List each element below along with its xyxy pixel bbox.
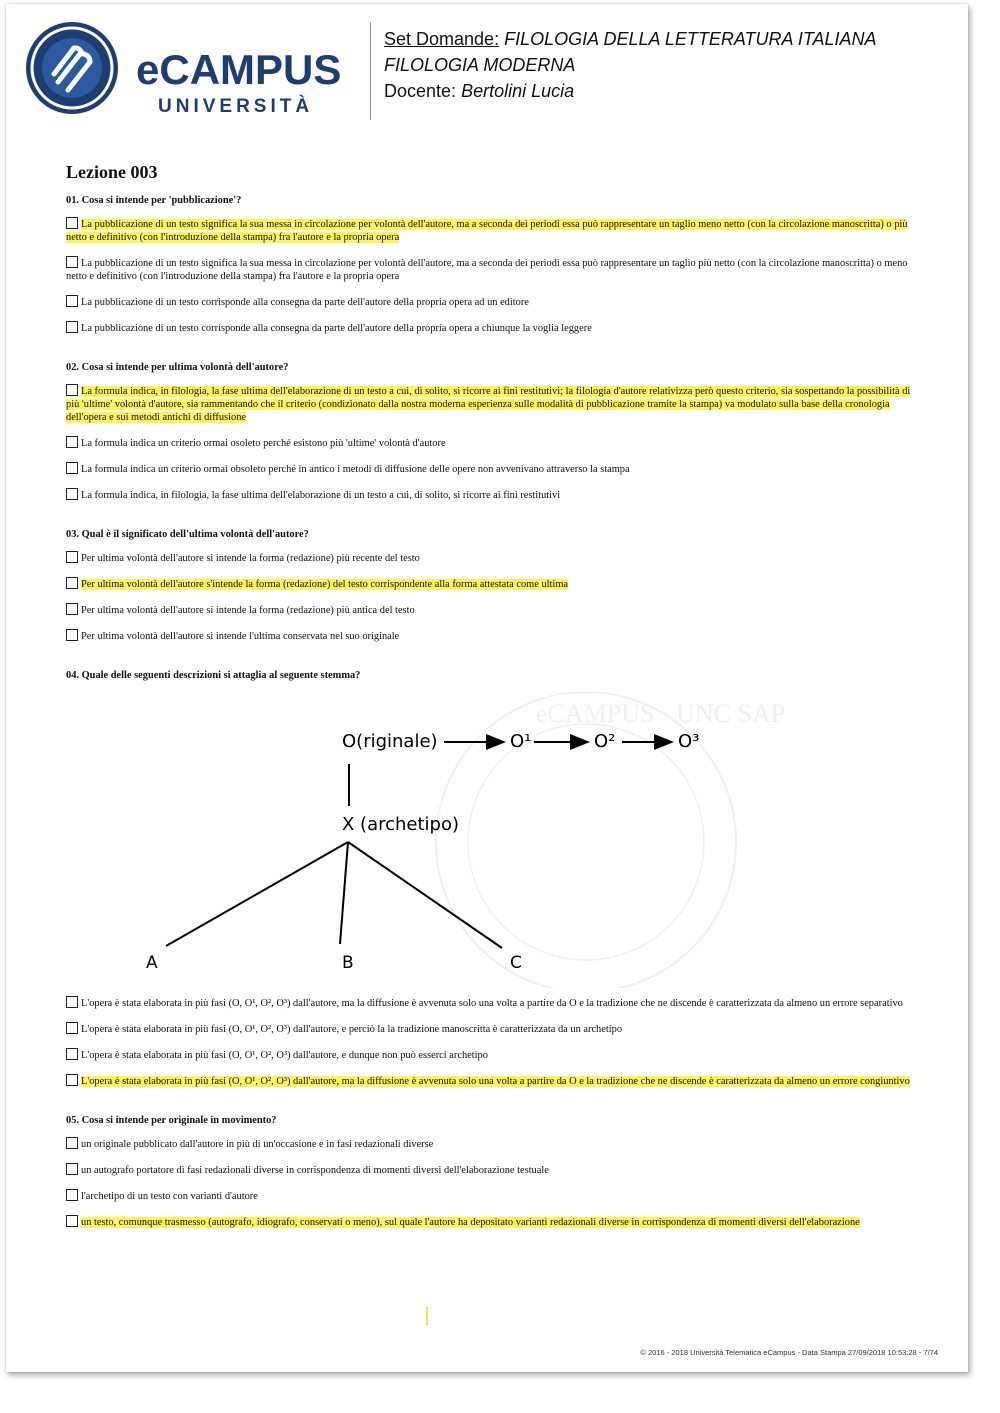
question-list [66, 194, 914, 1241]
checkbox[interactable] [66, 321, 78, 333]
course-name: FILOLOGIA DELLA LETTERATURA ITALIANA [504, 29, 877, 49]
answer-option[interactable] [66, 462, 914, 476]
checkbox[interactable] [66, 551, 78, 563]
answer-text: un autografo portatore di fasi redazionali diverse in corrispondenza di momenti diversi dell'elaborazione testuale [81, 1165, 549, 1176]
answer-text: Per ultima volontà dell'autore si intende la forma (redazione) più antica del testo [81, 605, 415, 616]
checkbox[interactable] [66, 1022, 78, 1034]
watermark-text: eCAMPUS · UNC SAP [536, 699, 786, 728]
answer-option[interactable] [66, 1074, 914, 1088]
answer-text: La pubblicazione di un testo significa la sua messa in circolazione per volontà dell'autore, ma a seconda dei periodi essa può rappresentare un taglio meno netto (con la circolazione manoscritta) o più netto e definitivo (con l'introduzione della stampa) fra l'autore e la propria opera [66, 219, 908, 243]
answer-text: l'archetipo di un testo con varianti d'autore [81, 1191, 258, 1202]
answer-text: La formula indica un criterio ormai osoleto perché esistono più 'ultime' volontà d'autore [81, 438, 446, 449]
teacher-label: Docente: [384, 81, 457, 101]
lesson-title: Lezione 003 [66, 162, 158, 182]
answer-text: La formula indica, in filologia, la fase ultima dell'elaborazione di un testo a cui, di solito, si ricorre ai fini restitutivi [81, 490, 561, 501]
edge-x-c [348, 842, 502, 948]
checkbox[interactable] [66, 996, 78, 1008]
document-page [6, 4, 968, 1372]
node-o2: O² [594, 731, 616, 752]
teacher-name: Bertolini Lucia [461, 81, 575, 101]
answer-option[interactable] [66, 1048, 914, 1062]
answer-option[interactable] [66, 217, 914, 244]
answer-option[interactable] [66, 1022, 914, 1036]
node-origin: O(riginale) [342, 731, 438, 752]
answer-option[interactable] [66, 551, 914, 565]
page-footer: © 2016 - 2018 Università Telematica eCampus - Data Stampa 27/09/2018 10:53:28 - 7/74 [640, 1348, 938, 1357]
answer-option[interactable] [66, 256, 914, 283]
answer-text: L'opera è stata elaborata in più fasi (O, O¹, O², O³) dall'autore, e perciò la la tradizione manoscritta è caratterizzata da un archetipo [81, 1024, 623, 1035]
answer-option[interactable] [66, 603, 914, 617]
checkbox[interactable] [66, 629, 78, 641]
question-title: 04. Quale delle seguenti descrizioni si attaglia al seguente stemma? [66, 670, 361, 681]
edge-x-a [166, 842, 348, 946]
answer-option[interactable] [66, 1163, 914, 1177]
header-divider [370, 22, 371, 120]
answer-option[interactable] [66, 384, 914, 424]
checkbox[interactable] [66, 295, 78, 307]
answer-option[interactable] [66, 996, 914, 1010]
node-c: C [510, 953, 522, 973]
node-archetype: X (archetipo) [342, 814, 460, 835]
edge-x-b [340, 842, 348, 944]
set-label: Set Domande: [384, 29, 500, 49]
node-o1: O¹ [510, 731, 532, 752]
answer-option[interactable] [66, 321, 914, 335]
checkbox[interactable] [66, 1048, 78, 1060]
answer-option[interactable] [66, 295, 914, 309]
answer-option[interactable] [66, 1189, 914, 1203]
answer-text: L'opera è stata elaborata in più fasi (O, O¹, O², O³) dall'autore, ma la diffusione è avvenuta solo una volta a partire da O e la tradizione che ne discende è caratterizzata da almeno un errore separativo [81, 998, 903, 1009]
ecampus-logo [24, 18, 356, 118]
question-title: 05. Cosa si intende per originale in movimento? [66, 1115, 277, 1126]
logo-subtitle: UNIVERSITÀ [158, 96, 314, 117]
checkbox[interactable] [66, 436, 78, 448]
answer-text: La formula indica un criterio ormai obsoleto perché in antico i metodi di diffusione delle opere non avvenivano attraverso la stampa [81, 464, 630, 475]
answer-text: Per ultima volontà dell'autore si intende l'ultima conservata nel suo originale [81, 631, 400, 642]
checkbox[interactable] [66, 488, 78, 500]
text-cursor [426, 1307, 428, 1325]
answer-text: un originale pubblicato dall'autore in più di un'occasione e in fasi redazionali diverse [81, 1139, 434, 1150]
answer-text: La pubblicazione di un testo corrisponde alla consegna da parte dell'autore della propria opera ad un editore [81, 297, 529, 308]
checkbox[interactable] [66, 1189, 78, 1201]
answer-option[interactable] [66, 577, 914, 591]
logo-wordmark: eCAMPUS [136, 46, 342, 93]
answer-option[interactable] [66, 436, 914, 450]
checkbox[interactable] [66, 1163, 78, 1175]
stemma-diagram [66, 692, 914, 988]
answer-text: La formula indica, in filologia, la fase ultima dell'elaborazione di un testo a cui, di solito, si ricorre ai fini restitutivi; la filologia d'autore relativizza però questo criterio, sia sospettando la possibilità di più 'ultime' volontà d'autore, sia rammentando che il criterio (condizionato dalla nostra moderna esperienza sulle modalità di pubblicazione tramite la stampa) va modulato sulla base della cronologia dell'opera e sui metodi antichi di diffusione [66, 386, 911, 423]
question-title: 02. Cosa si intende per ultima volontà dell'autore? [66, 362, 289, 373]
checkbox[interactable] [66, 1074, 78, 1086]
question-title: 03. Qual è il significato dell'ultima volontà dell'autore? [66, 529, 309, 540]
checkbox[interactable] [66, 1215, 78, 1227]
answer-text: La pubblicazione di un testo significa la sua messa in circolazione per volontà dell'autore, ma a seconda dei periodi essa può rappresentare un taglio più netto (con la circolazione manoscritta) o meno netto e definitivo (con l'introduzione della stampa) fra l'autore e la propria opera [66, 258, 908, 282]
checkbox[interactable] [66, 256, 78, 268]
node-b: B [342, 953, 354, 973]
answer-text: L'opera è stata elaborata in più fasi (O, O¹, O², O³) dall'autore, e dunque non può esserci archetipo [81, 1050, 488, 1061]
answer-text: un testo, comunque trasmesso (autografo, idiografo, conservati o meno), sul quale l'autore ha depositato varianti redazionali diverse in corrispondenza di momenti diversi dell'elaborazione [81, 1217, 860, 1228]
node-a: A [146, 953, 158, 973]
answer-option[interactable] [66, 1137, 914, 1151]
answer-option[interactable] [66, 1215, 914, 1229]
answer-text: Per ultima volontà dell'autore si intende la forma (redazione) più recente del testo [81, 553, 420, 564]
checkbox[interactable] [66, 603, 78, 615]
answer-option[interactable] [66, 629, 914, 643]
program-name: FILOLOGIA MODERNA [384, 55, 576, 75]
answer-text: L'opera è stata elaborata in più fasi (O, O¹, O², O³) dall'autore, ma la diffusione è avvenuta solo una volta a partire da O e la tradizione che ne discende è caratterizzata da almeno un errore congiuntivo [81, 1076, 910, 1087]
question-title: 01. Cosa si intende per 'pubblicazione'? [66, 195, 242, 206]
node-o3: O³ [678, 731, 700, 752]
checkbox[interactable] [66, 462, 78, 474]
checkbox[interactable] [66, 1137, 78, 1149]
answer-text: Per ultima volontà dell'autore s'intende la forma (redazione) del testo corrispondente alla forma attestata come ultima [81, 579, 569, 590]
checkbox[interactable] [66, 384, 78, 396]
checkbox[interactable] [66, 577, 78, 589]
answer-text: La pubblicazione di un testo corrisponde alla consegna da parte dell'autore della propria opera a chiunque la voglia leggere [81, 323, 592, 334]
checkbox[interactable] [66, 217, 78, 229]
answer-option[interactable] [66, 488, 914, 502]
header-info [384, 26, 877, 104]
